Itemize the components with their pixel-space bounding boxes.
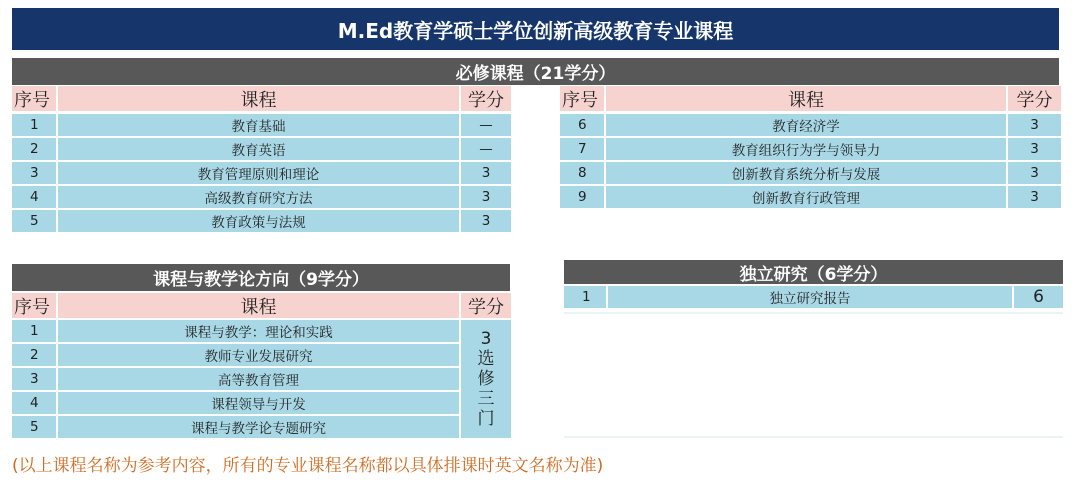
table-row	[564, 286, 1063, 308]
table-row	[12, 138, 511, 160]
table-row	[12, 210, 511, 232]
row-no: 3	[12, 162, 56, 184]
row-course: 教师专业发展研究	[58, 344, 459, 366]
header-no: 序号	[12, 293, 56, 318]
row-no: 3	[12, 368, 56, 390]
row-credit: 3	[1008, 138, 1061, 160]
credit-note-char: 修	[477, 369, 495, 389]
row-no: 2	[12, 344, 56, 366]
required-right-header	[560, 86, 1061, 111]
row-course: 高级教育研究方法	[58, 186, 459, 208]
header-credit: 学分	[1008, 86, 1061, 111]
footnote: (以上课程名称为参考内容，所有的专业课程名称都以具体排课时英文名称为准)	[12, 456, 604, 476]
row-course: 教育英语	[58, 138, 459, 160]
row-no: 8	[560, 162, 604, 184]
direction-header	[12, 293, 511, 318]
table-row	[560, 114, 1061, 136]
row-no: 1	[12, 114, 56, 136]
header-no: 序号	[12, 86, 56, 111]
credit-note-char: 选	[477, 349, 495, 369]
row-course: 独立研究报告	[608, 286, 1012, 308]
header-credit: 学分	[461, 86, 511, 111]
row-credit: 6	[1014, 286, 1063, 308]
row-credit: 3	[1008, 186, 1061, 208]
table-row	[12, 392, 459, 414]
row-course: 教育基础	[58, 114, 459, 136]
row-credit: 3	[461, 210, 511, 232]
header-no: 序号	[560, 86, 604, 111]
table-row	[560, 138, 1061, 160]
page-title: M.Ed教育学硕士学位创新高级教育专业课程	[12, 8, 1059, 50]
row-course: 课程与教学论专题研究	[58, 416, 459, 438]
table-row	[560, 162, 1061, 184]
table-row	[12, 416, 459, 438]
row-no: 6	[560, 114, 604, 136]
row-course: 高等教育管理	[58, 368, 459, 390]
elective-credit-cell	[461, 320, 511, 438]
row-course: 教育组织行为学与领导力	[606, 138, 1006, 160]
row-course: 教育管理原则和理论	[58, 162, 459, 184]
independent-section-title: 独立研究（6学分）	[564, 260, 1063, 284]
header-credit: 学分	[461, 293, 511, 318]
credit-note-char: 门	[477, 409, 495, 429]
required-section-title: 必修课程（21学分）	[12, 58, 1059, 85]
table-row	[560, 186, 1061, 208]
table-row	[12, 186, 511, 208]
row-course: 创新教育行政管理	[606, 186, 1006, 208]
required-left-header	[12, 86, 511, 111]
row-course: 教育经济学	[606, 114, 1006, 136]
row-course: 课程与教学：理论和实践	[58, 320, 459, 342]
row-credit: 3	[1008, 114, 1061, 136]
table-row	[12, 114, 511, 136]
row-no: 1	[12, 320, 56, 342]
row-no: 4	[12, 186, 56, 208]
table-row	[12, 344, 459, 366]
row-course: 课程领导与开发	[58, 392, 459, 414]
row-course: 教育政策与法规	[58, 210, 459, 232]
row-no: 1	[564, 286, 606, 308]
row-no: 2	[12, 138, 56, 160]
table-row	[12, 162, 511, 184]
table-row	[12, 320, 459, 342]
row-no: 4	[12, 392, 56, 414]
divider	[564, 312, 1063, 314]
row-no: 5	[12, 416, 56, 438]
credit-note-char: 3	[480, 329, 492, 349]
row-no: 5	[12, 210, 56, 232]
row-credit: 3	[461, 162, 511, 184]
row-credit: —	[461, 114, 511, 136]
header-course: 课程	[58, 293, 459, 318]
credit-note-char: 三	[477, 389, 495, 409]
table-row	[12, 368, 459, 390]
header-course: 课程	[606, 86, 1006, 111]
row-credit: 3	[461, 186, 511, 208]
row-course: 创新教育系统分析与发展	[606, 162, 1006, 184]
divider	[564, 436, 1063, 438]
row-no: 9	[560, 186, 604, 208]
header-course: 课程	[58, 86, 459, 111]
row-credit: —	[461, 138, 511, 160]
row-no: 7	[560, 138, 604, 160]
direction-section-title: 课程与教学论方向（9学分）	[12, 264, 510, 291]
row-credit: 3	[1008, 162, 1061, 184]
